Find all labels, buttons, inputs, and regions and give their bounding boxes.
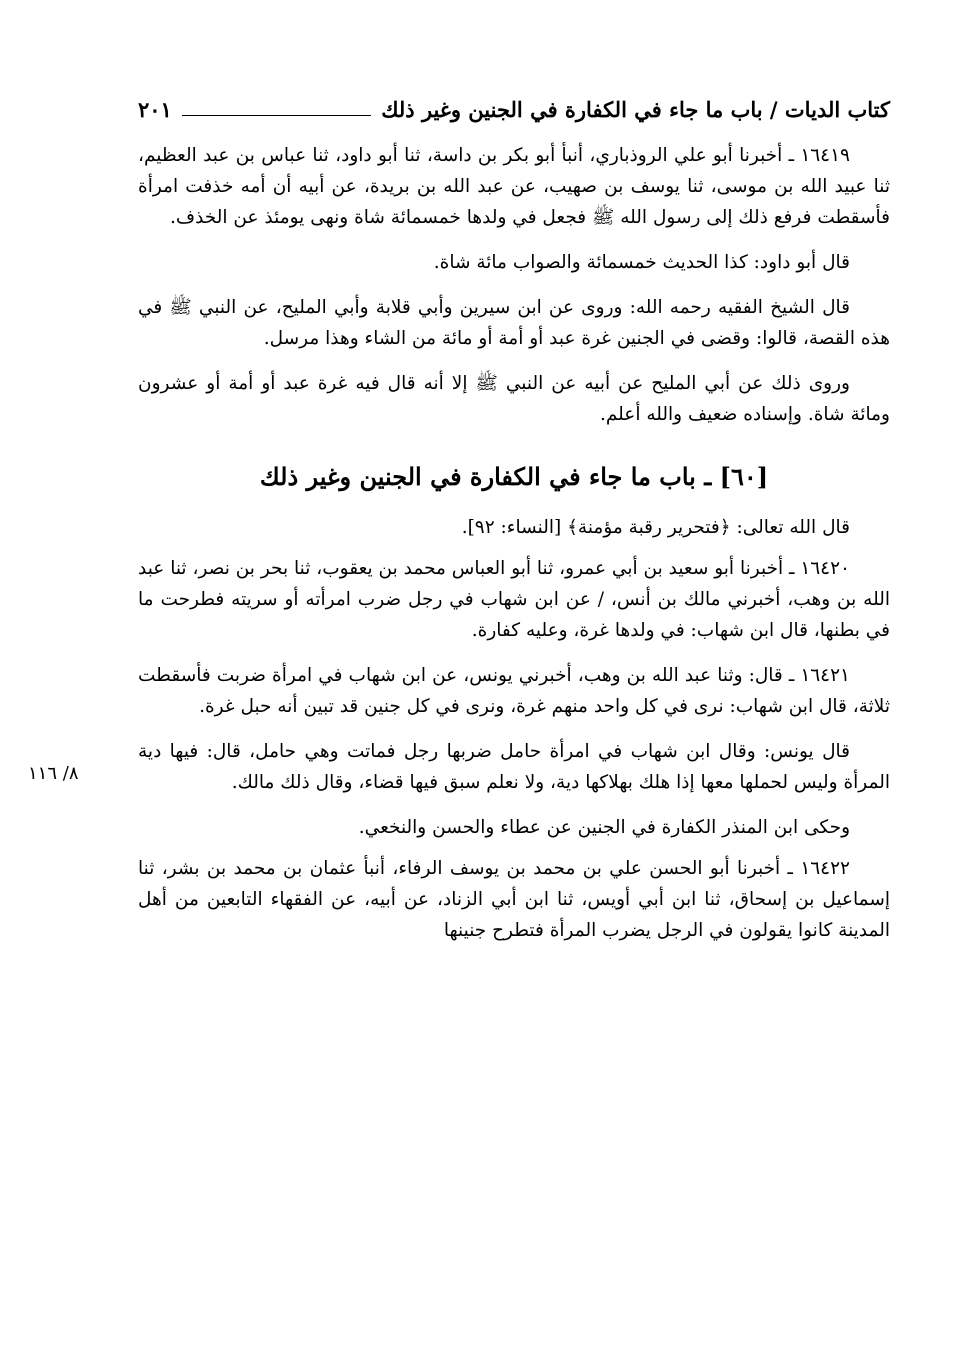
- header-rule: [182, 115, 371, 116]
- abu-malih-note: وروى ذلك عن أبي المليح عن أبيه عن النبي ﷺ إلا أنه قال فيه غرة عبد أو أمة أو عشرون ومائة شاة. وإسناده ضعيف والله أعلم.: [138, 373, 890, 425]
- hadith-16420: ١٦٤٢٠ ـ أخبرنا أبو سعيد بن أبي عمرو، ثنا أبو العباس محمد بن يعقوب، ثنا بحر بن نصر، ثنا عبد الله بن وهب، أخبرني مالك بن أنس، / عن ابن شهاب في رجل ضرب امرأته أو سريته فطرحت ما في بطنها، قال ابن شهاب: في ولدها غرة، وعليه كفارة.: [138, 558, 890, 641]
- margin-reference: ٨/ ١١٦: [28, 763, 79, 784]
- shaykh-note: قال الشيخ الفقيه رحمه الله: وروى عن ابن سيرين وأبي قلابة وأبي المليح، عن النبي ﷺ في هذه القصة، قالوا: وقضى في الجنين غرة عبد أو أمة أو مائة من الشاء وهذا مرسل.: [138, 297, 890, 349]
- page-number: ٢٠١: [138, 96, 172, 122]
- ibn-mundhir-note: وحكى ابن المنذر الكفارة في الجنين عن عطاء والحسن والنخعي.: [358, 817, 850, 838]
- running-header: [138, 92, 890, 126]
- yunus-note: قال يونس: وقال ابن شهاب في امرأة حامل ضربها رجل فماتت وهي حامل، قال: فيها دية المرأة وليس لحملها معها إذا هلك بهلاكها دية، ولا نعلم سبق فيها قضاء، وقال ذلك مالك.: [138, 741, 890, 793]
- chapter-title: [٦٠] ـ باب ما جاء في الكفارة في الجنين وغير ذلك: [259, 462, 769, 491]
- hadith-16419: ١٦٤١٩ ـ أخبرنا أبو علي الروذباري، أنبأ أبو بكر بن داسة، ثنا أبو داود، ثنا عباس بن عبد العظيم، ثنا عبيد الله بن موسى، ثنا يوسف بن صهيب، عن عبد الله بن بريدة، عن أبيه أن أمه خذفت امرأة فأسقطت فرفع ذلك إلى رسول الله ﷺ فجعل في ولدها خمسمائة شاة ونهى يومئذ عن الخذف.: [138, 145, 890, 228]
- hadith-16422: ١٦٤٢٢ ـ أخبرنا أبو الحسن علي بن محمد بن يوسف الرفاء، أنبأ عثمان بن محمد بن بشر، ثنا إسماعيل بن إسحاق، ثنا ابن أبي أويس، ثنا ابن أبي الزناد، عن أبيه، عن الفقهاء التابعين من أهل المدينة كانوا يقولون في الرجل يضرب المرأة فتطرح جنينها: [138, 858, 890, 941]
- abu-dawud-note: قال أبو داود: كذا الحديث خمسمائة والصواب مائة شاة.: [433, 252, 850, 273]
- header-title: كتاب الديات / باب ما جاء في الكفارة في الجنين وغير ذلك: [381, 96, 890, 122]
- page-body: [138, 140, 890, 960]
- hadith-16421: ١٦٤٢١ ـ قال: وثنا عبد الله بن وهب، أخبرني يونس، عن ابن شهاب في امرأة ضربت فأسقطت ثلاثة، قال ابن شهاب: نرى في كل واحد منهم غرة، ونرى في كل جنين قد تبين أنه حبل غرة.: [138, 665, 890, 717]
- quran-verse: قال الله تعالى: ﴿فتحرير رقبة مؤمنة﴾ [النساء: ٩٢].: [461, 517, 850, 538]
